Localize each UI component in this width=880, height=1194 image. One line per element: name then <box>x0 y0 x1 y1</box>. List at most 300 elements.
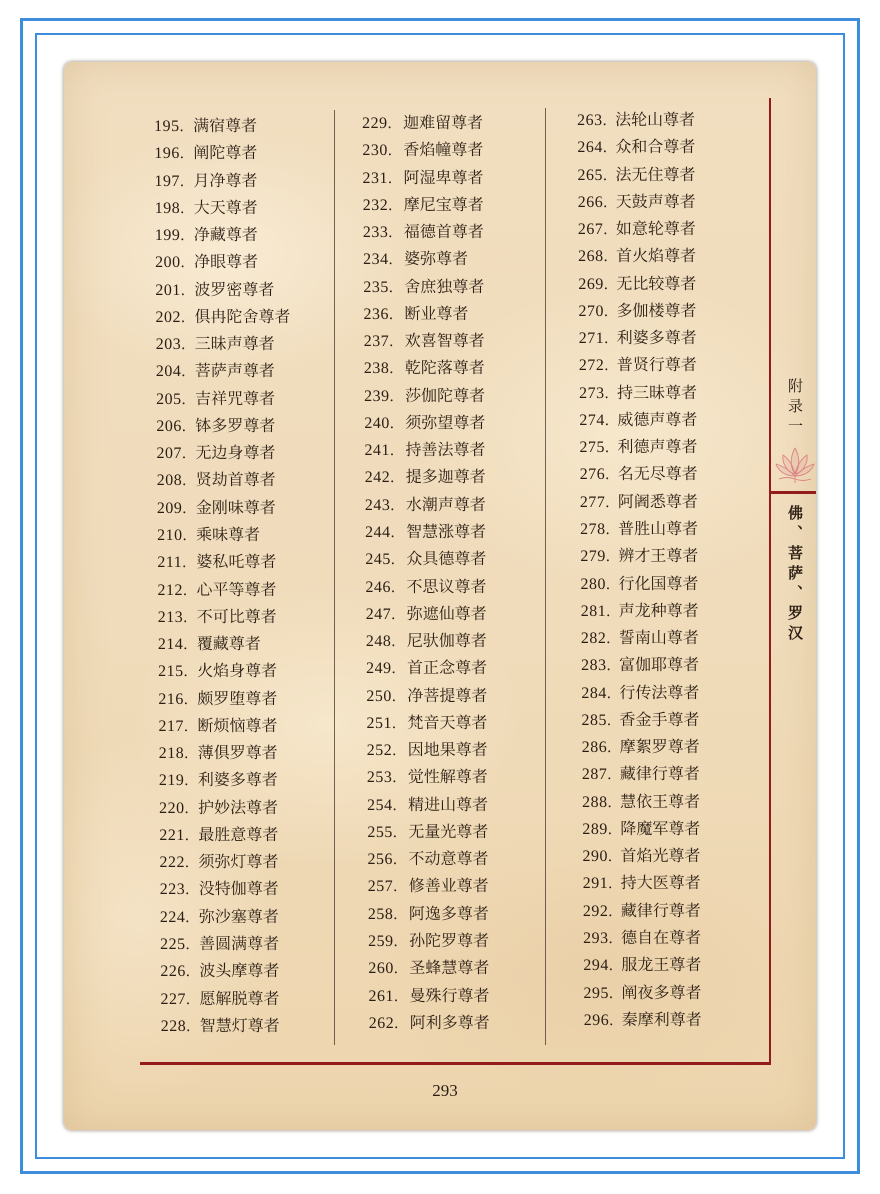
right-margin-rule <box>769 98 771 1065</box>
list-item <box>583 870 701 897</box>
entry-name: 法无住尊者 <box>615 166 696 184</box>
entry-number: 273. <box>579 384 610 402</box>
entry-name: 如意轮尊者 <box>615 221 696 239</box>
entry-name: 曼殊行尊者 <box>409 987 490 1005</box>
entry-name: 不思议尊者 <box>406 578 487 596</box>
entry-name: 秦摩利尊者 <box>621 1011 702 1029</box>
entry-name: 舍庶独尊者 <box>404 278 485 296</box>
entry-name: 菩萨声尊者 <box>194 363 275 381</box>
entry-number: 294. <box>583 957 614 975</box>
entry-name: 名无尽尊者 <box>617 466 698 484</box>
entry-number: 233. <box>362 224 393 242</box>
list-item <box>580 571 698 598</box>
entry-name: 三昧声尊者 <box>194 336 275 354</box>
column-divider <box>334 110 335 1045</box>
entry-name: 覆藏尊者 <box>196 636 261 654</box>
entry-number: 255. <box>367 823 398 841</box>
entry-name: 阿湿卑尊者 <box>403 169 484 187</box>
list-item <box>581 598 699 625</box>
list-item <box>577 107 695 134</box>
entry-name: 没特伽尊者 <box>198 881 279 899</box>
entry-name: 圣蜂慧尊者 <box>409 960 490 978</box>
list-item <box>366 655 487 682</box>
entry-number: 238. <box>363 360 394 378</box>
entry-name: 钵多罗尊者 <box>195 417 276 435</box>
entry-number: 204. <box>155 363 186 381</box>
list-item <box>578 243 696 270</box>
entry-name: 颇罗堕尊者 <box>197 690 278 708</box>
entry-name: 净藏尊者 <box>193 227 258 245</box>
list-item <box>155 195 290 222</box>
entry-number: 276. <box>579 466 610 484</box>
entry-number: 241. <box>364 442 395 460</box>
entry-name: 俱冉陀舍尊者 <box>194 308 291 326</box>
list-item <box>368 873 489 900</box>
list-item <box>582 789 700 816</box>
entry-name: 婆私吒尊者 <box>196 554 277 572</box>
entry-number: 295. <box>583 984 614 1002</box>
list-item <box>160 986 295 1013</box>
entry-number: 219. <box>158 772 189 790</box>
entry-name: 服龙王尊者 <box>621 957 702 975</box>
list-item <box>159 767 294 794</box>
name-list-column-3 <box>577 107 702 1034</box>
list-item <box>368 928 489 955</box>
entry-name: 降魔军尊者 <box>620 820 701 838</box>
entry-name: 提多迦尊者 <box>405 469 486 487</box>
entry-name: 净眼尊者 <box>194 254 259 272</box>
list-item <box>578 189 696 216</box>
list-item <box>367 846 488 873</box>
entry-name: 阿阇悉尊者 <box>617 493 698 511</box>
entry-number: 212. <box>157 581 188 599</box>
entry-number: 197. <box>154 172 185 190</box>
list-item <box>363 246 484 273</box>
entry-number: 279. <box>580 548 611 566</box>
entry-number: 262. <box>368 1014 399 1032</box>
entry-number: 244. <box>365 523 396 541</box>
entry-number: 281. <box>580 602 611 620</box>
entry-name: 行化国尊者 <box>618 575 699 593</box>
list-item <box>363 219 484 246</box>
list-item <box>579 380 697 407</box>
entry-number: 272. <box>578 357 609 375</box>
list-item <box>582 816 700 843</box>
entry-name: 贤劫首尊者 <box>195 472 276 490</box>
list-item <box>366 628 487 655</box>
list-item <box>578 216 696 243</box>
list-item <box>579 325 697 352</box>
list-item <box>156 386 291 413</box>
list-item <box>367 737 488 764</box>
entry-name: 修善业尊者 <box>408 878 489 896</box>
entry-name: 持善法尊者 <box>405 442 486 460</box>
entry-name: 满宿尊者 <box>193 118 258 135</box>
list-item <box>159 822 294 849</box>
entry-number: 205. <box>156 390 187 408</box>
entry-name: 阐陀尊者 <box>193 145 258 163</box>
list-item <box>365 519 486 546</box>
list-item <box>156 331 291 358</box>
entry-name: 摩絮罗尊者 <box>619 739 700 757</box>
list-item <box>155 304 290 331</box>
list-item <box>159 740 294 767</box>
column-divider <box>545 108 546 1045</box>
entry-number: 283. <box>581 657 612 675</box>
entry-name: 天鼓声尊者 <box>615 193 696 211</box>
entry-name: 藏律行尊者 <box>619 766 700 784</box>
name-list-column-2 <box>362 110 490 1037</box>
entry-number: 290. <box>582 848 613 866</box>
entry-name: 梵音天尊者 <box>407 714 488 732</box>
entry-name: 香焰幢尊者 <box>403 142 484 160</box>
entry-number: 264. <box>577 139 608 157</box>
entry-number: 242. <box>364 469 395 487</box>
list-item <box>160 904 295 931</box>
list-item <box>362 110 483 137</box>
list-item <box>364 328 485 355</box>
entry-number: 235. <box>363 278 394 296</box>
list-item <box>583 980 701 1007</box>
list-item <box>363 274 484 301</box>
entry-name: 波罗密尊者 <box>194 281 275 299</box>
list-item <box>583 952 701 979</box>
list-item <box>157 495 292 522</box>
entry-name: 因地果尊者 <box>407 742 488 760</box>
entry-number: 225. <box>160 935 191 953</box>
list-item <box>366 710 487 737</box>
entry-number: 253. <box>366 769 397 787</box>
list-item <box>157 577 292 604</box>
list-item <box>159 849 294 876</box>
entry-name: 藏律行尊者 <box>620 902 701 920</box>
entry-number: 261. <box>368 987 399 1005</box>
entry-number: 239. <box>364 387 395 405</box>
entry-number: 288. <box>582 793 613 811</box>
entry-name: 香金手尊者 <box>619 711 700 729</box>
entry-number: 274. <box>579 411 610 429</box>
entry-number: 275. <box>579 439 610 457</box>
list-item <box>580 461 698 488</box>
entry-name: 须弥灯尊者 <box>198 854 279 872</box>
entry-number: 246. <box>365 578 396 596</box>
entry-name: 火焰身尊者 <box>197 663 278 681</box>
list-item <box>367 819 488 846</box>
entry-number: 232. <box>362 196 393 214</box>
entry-number: 240. <box>364 414 395 432</box>
entry-name: 弥沙塞尊者 <box>198 908 279 926</box>
entry-number: 196. <box>154 145 185 163</box>
entry-name: 普贤行尊者 <box>616 357 697 375</box>
list-item <box>155 222 290 249</box>
list-item <box>367 792 488 819</box>
list-item <box>581 652 699 679</box>
list-item <box>362 165 483 192</box>
entry-name: 德自在尊者 <box>621 929 702 947</box>
entry-name: 善圆满尊者 <box>199 935 280 953</box>
entry-name: 摩尼宝尊者 <box>403 196 484 214</box>
entry-name: 利德声尊者 <box>617 439 698 457</box>
entry-name: 阐夜多尊者 <box>621 984 702 1002</box>
entry-number: 237. <box>363 333 394 351</box>
entry-name: 波头摩尊者 <box>199 963 280 981</box>
list-item <box>160 958 295 985</box>
list-item <box>368 983 489 1010</box>
entry-number: 202. <box>155 308 186 326</box>
list-item <box>582 734 700 761</box>
list-item <box>582 761 700 788</box>
list-item <box>157 467 292 494</box>
entry-number: 226. <box>160 963 191 981</box>
entry-name: 不动意尊者 <box>408 851 489 869</box>
list-item <box>156 358 291 385</box>
list-item <box>158 686 293 713</box>
entry-number: 252. <box>366 742 397 760</box>
entry-number: 268. <box>578 248 609 266</box>
list-item <box>158 604 293 631</box>
list-item <box>155 277 290 304</box>
entry-number: 277. <box>579 493 610 511</box>
entry-name: 利婆多尊者 <box>616 330 697 348</box>
entry-name: 护妙法尊者 <box>198 799 279 817</box>
list-item <box>365 574 486 601</box>
list-item <box>584 1007 702 1034</box>
entry-name: 辨才王尊者 <box>618 548 699 566</box>
entry-number: 209. <box>156 499 187 517</box>
entry-number: 271. <box>578 330 609 348</box>
entry-name: 婆弥尊者 <box>404 251 469 269</box>
list-item <box>581 680 699 707</box>
list-item <box>365 546 486 573</box>
sidebar-tab-rule <box>770 491 816 494</box>
list-item <box>581 625 699 652</box>
list-item <box>154 168 289 195</box>
entry-name: 欢喜智尊者 <box>404 333 485 351</box>
entry-name: 众和合尊者 <box>615 139 696 157</box>
list-item <box>365 464 486 491</box>
entry-number: 234. <box>363 251 394 269</box>
entry-name: 多伽楼尊者 <box>616 302 697 320</box>
entry-number: 259. <box>368 932 399 950</box>
entry-name: 富伽耶尊者 <box>619 657 700 675</box>
list-item <box>364 355 485 382</box>
entry-number: 270. <box>578 302 609 320</box>
entry-name: 首正念尊者 <box>407 660 488 678</box>
entry-number: 206. <box>156 417 187 435</box>
entry-number: 216. <box>158 690 189 708</box>
list-item <box>369 1010 490 1037</box>
entry-number: 199. <box>154 227 185 245</box>
entry-name: 威德声尊者 <box>617 411 698 429</box>
entry-number: 269. <box>578 275 609 293</box>
list-item <box>365 492 486 519</box>
list-item <box>364 437 485 464</box>
entry-number: 250. <box>366 687 397 705</box>
entry-name: 迦难留尊者 <box>403 115 484 132</box>
entry-number: 201. <box>155 281 186 299</box>
list-item <box>364 383 485 410</box>
entry-number: 251. <box>366 714 397 732</box>
list-item <box>578 298 696 325</box>
entry-number: 286. <box>581 739 612 757</box>
entry-name: 普胜山尊者 <box>618 520 699 538</box>
entry-name: 断烦恼尊者 <box>197 717 278 735</box>
entry-number: 203. <box>155 336 186 354</box>
entry-name: 首火焰尊者 <box>616 248 697 266</box>
entry-name: 乾陀落尊者 <box>404 360 485 378</box>
list-item <box>583 898 701 925</box>
entry-name: 孙陀罗尊者 <box>409 932 490 950</box>
entry-number: 210. <box>157 526 188 544</box>
list-item <box>364 410 485 437</box>
entry-number: 220. <box>159 799 190 817</box>
name-list-column-1 <box>154 113 296 1040</box>
entry-name: 金刚味尊者 <box>195 499 276 517</box>
lotus-ornament-icon <box>775 442 815 484</box>
entry-number: 224. <box>159 908 190 926</box>
entry-name: 无边身尊者 <box>195 445 276 463</box>
list-item <box>583 925 701 952</box>
entry-name: 声龙种尊者 <box>618 602 699 620</box>
entry-number: 258. <box>367 905 398 923</box>
list-item <box>580 543 698 570</box>
list-item <box>161 1013 296 1040</box>
entry-number: 256. <box>367 851 398 869</box>
entry-name: 智慧涨尊者 <box>406 523 487 541</box>
list-item <box>368 901 489 928</box>
list-item <box>581 707 699 734</box>
entry-name: 智慧灯尊者 <box>199 1017 280 1035</box>
entry-number: 267. <box>577 221 608 239</box>
entry-number: 207. <box>156 445 187 463</box>
entry-number: 215. <box>158 663 189 681</box>
list-item <box>160 876 295 903</box>
entry-name: 法轮山尊者 <box>615 112 696 129</box>
entry-name: 莎伽陀尊者 <box>405 387 486 405</box>
list-item <box>580 489 698 516</box>
list-item <box>579 352 697 379</box>
entry-number: 266. <box>577 193 608 211</box>
entry-name: 薄俱罗尊者 <box>197 745 278 763</box>
list-item <box>368 955 489 982</box>
list-item <box>362 137 483 164</box>
list-item <box>159 795 294 822</box>
list-item <box>363 301 484 328</box>
entry-number: 227. <box>160 990 191 1008</box>
entry-number: 287. <box>581 766 612 784</box>
entry-name: 众具德尊者 <box>406 551 487 569</box>
entry-name: 精进山尊者 <box>408 796 489 814</box>
entry-name: 行传法尊者 <box>619 684 700 702</box>
entry-number: 292. <box>582 902 613 920</box>
entry-name: 福德首尊者 <box>403 224 484 242</box>
entry-name: 不可比尊者 <box>196 608 277 626</box>
entry-name: 月净尊者 <box>193 172 258 190</box>
entry-number: 195. <box>154 118 185 135</box>
entry-number: 291. <box>582 875 613 893</box>
list-item <box>582 843 700 870</box>
entry-number: 265. <box>577 166 608 184</box>
list-item <box>577 162 695 189</box>
page-sheet <box>64 62 816 1130</box>
page-number: 293 <box>432 1081 458 1100</box>
list-item <box>156 413 291 440</box>
list-item <box>157 522 292 549</box>
list-item <box>579 407 697 434</box>
entry-number: 223. <box>159 881 190 899</box>
list-item <box>155 249 290 276</box>
entry-name: 尼驮伽尊者 <box>406 633 487 651</box>
entry-number: 247. <box>365 605 396 623</box>
list-item <box>367 764 488 791</box>
entry-name: 无量光尊者 <box>408 823 489 841</box>
entry-name: 慧依王尊者 <box>620 793 701 811</box>
list-item <box>577 134 695 161</box>
entry-name: 持大医尊者 <box>620 875 701 893</box>
entry-number: 198. <box>154 199 185 217</box>
bottom-rule <box>140 1062 771 1065</box>
entry-number: 211. <box>157 554 187 572</box>
entry-number: 218. <box>158 745 189 763</box>
entry-name: 吉祥咒尊者 <box>195 390 276 408</box>
list-item <box>579 434 697 461</box>
entry-number: 257. <box>367 878 398 896</box>
list-item <box>578 271 696 298</box>
entry-name: 愿解脱尊者 <box>199 990 280 1008</box>
list-item <box>158 631 293 658</box>
entry-number: 230. <box>362 142 393 160</box>
list-item <box>580 516 698 543</box>
list-item <box>160 931 295 958</box>
entry-name: 首焰光尊者 <box>620 848 701 866</box>
entry-name: 心平等尊者 <box>196 581 277 599</box>
entry-name: 持三昧尊者 <box>617 384 698 402</box>
entry-number: 284. <box>581 684 612 702</box>
list-item <box>154 113 289 140</box>
entry-name: 水潮声尊者 <box>405 496 486 514</box>
entry-name: 利婆多尊者 <box>197 772 278 790</box>
entry-name: 阿利多尊者 <box>409 1014 490 1032</box>
entry-number: 228. <box>160 1017 191 1035</box>
entry-number: 236. <box>363 305 394 323</box>
entry-number: 296. <box>583 1011 614 1029</box>
entry-number: 213. <box>157 608 188 626</box>
entry-number: 221. <box>159 826 190 844</box>
entry-name: 无比较尊者 <box>616 275 697 293</box>
entry-number: 243. <box>364 496 395 514</box>
entry-number: 245. <box>365 551 396 569</box>
entry-number: 249. <box>366 660 397 678</box>
entry-number: 285. <box>581 711 612 729</box>
entry-number: 248. <box>365 633 396 651</box>
entry-number: 263. <box>577 112 608 129</box>
entry-number: 293. <box>583 929 614 947</box>
entry-number: 231. <box>362 169 393 187</box>
entry-number: 222. <box>159 854 190 872</box>
entry-name: 觉性解尊者 <box>407 769 488 787</box>
list-item <box>158 658 293 685</box>
list-item <box>157 549 292 576</box>
entry-name: 须弥望尊者 <box>405 414 486 432</box>
sidebar-section-label: 附录一 <box>786 378 804 438</box>
entry-name: 阿逸多尊者 <box>408 905 489 923</box>
entry-number: 282. <box>580 630 611 648</box>
list-item <box>158 713 293 740</box>
entry-name: 誓南山尊者 <box>618 630 699 648</box>
entry-name: 弥遮仙尊者 <box>406 605 487 623</box>
entry-number: 217. <box>158 717 189 735</box>
entry-number: 229. <box>362 115 393 132</box>
